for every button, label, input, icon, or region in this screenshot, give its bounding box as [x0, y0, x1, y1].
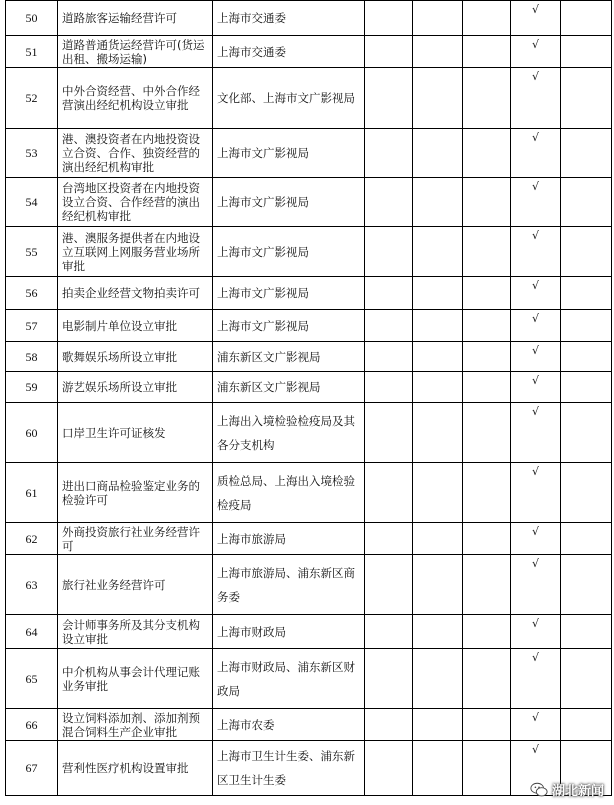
- empty-cell: [365, 277, 413, 310]
- empty-cell: [413, 277, 463, 310]
- empty-cell: [561, 372, 612, 403]
- empty-cell: [561, 36, 612, 68]
- permit-item: 中介机构从事会计代理记账业务审批: [58, 649, 213, 709]
- table-row: [6, 36, 612, 68]
- empty-cell: [561, 709, 612, 741]
- watermark: [530, 780, 604, 799]
- check-mark: √: [511, 372, 561, 403]
- empty-cell: [463, 277, 511, 310]
- row-number: 56: [6, 277, 58, 310]
- department: 上海出入境检验检疫局及其各分支机构: [213, 403, 365, 463]
- row-number: 65: [6, 649, 58, 709]
- row-number: 51: [6, 36, 58, 68]
- check-mark: √: [511, 36, 561, 68]
- table-row: [6, 227, 612, 277]
- watermark-text: 湖北新闻: [551, 784, 604, 799]
- check-mark: √: [511, 741, 561, 796]
- row-number: 55: [6, 227, 58, 277]
- row-number: 50: [6, 1, 58, 36]
- empty-cell: [463, 372, 511, 403]
- empty-cell: [463, 68, 511, 129]
- empty-cell: [413, 523, 463, 555]
- empty-cell: [561, 615, 612, 649]
- table-row: [6, 372, 612, 403]
- empty-cell: [413, 649, 463, 709]
- empty-cell: [561, 68, 612, 129]
- permit-item: 营利性医疗机构设置审批: [58, 741, 213, 796]
- empty-cell: [365, 523, 413, 555]
- permit-item: 旅行社业务经营许可: [58, 555, 213, 615]
- permit-item: 拍卖企业经营文物拍卖许可: [58, 277, 213, 310]
- department: 质检总局、上海出入境检验检疫局: [213, 463, 365, 523]
- permit-item: 会计师事务所及其分支机构设立审批: [58, 615, 213, 649]
- empty-cell: [561, 129, 612, 178]
- permit-item: 港、澳服务提供者在内地设立互联网上网服务营业场所审批: [58, 227, 213, 277]
- permit-item: 游艺娱乐场所设立审批: [58, 372, 213, 403]
- empty-cell: [365, 649, 413, 709]
- row-number: 59: [6, 372, 58, 403]
- empty-cell: [365, 178, 413, 227]
- empty-cell: [561, 1, 612, 36]
- empty-cell: [463, 310, 511, 342]
- empty-cell: [365, 227, 413, 277]
- department: 浦东新区文广影视局: [213, 372, 365, 403]
- empty-cell: [463, 649, 511, 709]
- permit-table: [5, 0, 612, 796]
- row-number: 58: [6, 342, 58, 372]
- department: 上海市交通委: [213, 36, 365, 68]
- empty-cell: [561, 523, 612, 555]
- empty-cell: [365, 1, 413, 36]
- department: 上海市文广影视局: [213, 310, 365, 342]
- table-row: [6, 277, 612, 310]
- row-number: 62: [6, 523, 58, 555]
- empty-cell: [463, 129, 511, 178]
- table-row: [6, 342, 612, 372]
- empty-cell: [413, 36, 463, 68]
- table-row: [6, 523, 612, 555]
- department: 上海市文广影视局: [213, 129, 365, 178]
- check-mark: √: [511, 227, 561, 277]
- empty-cell: [413, 709, 463, 741]
- permit-item: 道路旅客运输经营许可: [58, 1, 213, 36]
- department: 上海市旅游局、浦东新区商务委: [213, 555, 365, 615]
- permit-item: 道路普通货运经营许可(货运出租、搬场运输): [58, 36, 213, 68]
- row-number: 54: [6, 178, 58, 227]
- department: 上海市交通委: [213, 1, 365, 36]
- empty-cell: [365, 709, 413, 741]
- empty-cell: [561, 342, 612, 372]
- department: 上海市旅游局: [213, 523, 365, 555]
- table-row: [6, 709, 612, 741]
- empty-cell: [463, 178, 511, 227]
- table-row: [6, 741, 612, 796]
- permit-item: 口岸卫生许可证核发: [58, 403, 213, 463]
- empty-cell: [413, 555, 463, 615]
- empty-cell: [413, 615, 463, 649]
- department: 上海市财政局、浦东新区财政局: [213, 649, 365, 709]
- empty-cell: [413, 1, 463, 36]
- permit-item: 进出口商品检验鉴定业务的检验许可: [58, 463, 213, 523]
- department: 上海市文广影视局: [213, 178, 365, 227]
- check-mark: √: [511, 178, 561, 227]
- check-mark: √: [511, 403, 561, 463]
- check-mark: √: [511, 615, 561, 649]
- empty-cell: [561, 649, 612, 709]
- table-row: [6, 463, 612, 523]
- department: 上海市财政局: [213, 615, 365, 649]
- empty-cell: [463, 342, 511, 372]
- permit-item: 外商投资旅行社业务经营许可: [58, 523, 213, 555]
- empty-cell: [463, 523, 511, 555]
- empty-cell: [413, 178, 463, 227]
- check-mark: √: [511, 310, 561, 342]
- check-mark: √: [511, 555, 561, 615]
- row-number: 60: [6, 403, 58, 463]
- empty-cell: [463, 555, 511, 615]
- table-row: [6, 649, 612, 709]
- check-mark: √: [511, 649, 561, 709]
- row-number: 66: [6, 709, 58, 741]
- table-row: [6, 403, 612, 463]
- row-number: 53: [6, 129, 58, 178]
- empty-cell: [413, 372, 463, 403]
- empty-cell: [463, 403, 511, 463]
- table-row: [6, 1, 612, 36]
- empty-cell: [413, 227, 463, 277]
- empty-cell: [365, 129, 413, 178]
- check-mark: √: [511, 709, 561, 741]
- table-row: [6, 615, 612, 649]
- permit-item: 设立饲料添加剂、添加剂预混合饲料生产企业审批: [58, 709, 213, 741]
- table-row: [6, 178, 612, 227]
- empty-cell: [561, 403, 612, 463]
- department: 上海市农委: [213, 709, 365, 741]
- check-mark: √: [511, 129, 561, 178]
- check-mark: √: [511, 463, 561, 523]
- wechat-icon: [530, 781, 548, 799]
- row-number: 61: [6, 463, 58, 523]
- empty-cell: [463, 741, 511, 796]
- empty-cell: [365, 372, 413, 403]
- department: 上海市文广影视局: [213, 227, 365, 277]
- empty-cell: [561, 310, 612, 342]
- empty-cell: [463, 615, 511, 649]
- empty-cell: [365, 310, 413, 342]
- empty-cell: [463, 463, 511, 523]
- empty-cell: [413, 463, 463, 523]
- empty-cell: [561, 555, 612, 615]
- empty-cell: [365, 68, 413, 129]
- department: 上海市卫生计生委、浦东新区卫生计生委: [213, 741, 365, 796]
- empty-cell: [561, 227, 612, 277]
- empty-cell: [413, 310, 463, 342]
- empty-cell: [365, 741, 413, 796]
- permit-item: 歌舞娱乐场所设立审批: [58, 342, 213, 372]
- empty-cell: [463, 1, 511, 36]
- check-mark: √: [511, 342, 561, 372]
- row-number: 67: [6, 741, 58, 796]
- empty-cell: [365, 36, 413, 68]
- table-row: [6, 310, 612, 342]
- empty-cell: [413, 342, 463, 372]
- permit-item: 台湾地区投资者在内地投资设立合资、合作经营的演出经纪机构审批: [58, 178, 213, 227]
- check-mark: √: [511, 277, 561, 310]
- row-number: 64: [6, 615, 58, 649]
- empty-cell: [365, 403, 413, 463]
- department: 浦东新区文广影视局: [213, 342, 365, 372]
- empty-cell: [413, 68, 463, 129]
- empty-cell: [413, 403, 463, 463]
- row-number: 63: [6, 555, 58, 615]
- check-mark: √: [511, 68, 561, 129]
- empty-cell: [463, 709, 511, 741]
- check-mark: √: [511, 523, 561, 555]
- empty-cell: [561, 178, 612, 227]
- check-mark: √: [511, 1, 561, 36]
- empty-cell: [561, 277, 612, 310]
- permit-item: 电影制片单位设立审批: [58, 310, 213, 342]
- row-number: 57: [6, 310, 58, 342]
- table-row: [6, 68, 612, 129]
- row-number: 52: [6, 68, 58, 129]
- empty-cell: [365, 615, 413, 649]
- table-row: [6, 555, 612, 615]
- department: 文化部、上海市文广影视局: [213, 68, 365, 129]
- empty-cell: [463, 227, 511, 277]
- empty-cell: [413, 129, 463, 178]
- empty-cell: [463, 36, 511, 68]
- permit-item: 港、澳投资者在内地投资设立合资、合作、独资经营的演出经纪机构审批: [58, 129, 213, 178]
- permit-item: 中外合资经营、中外合作经营演出经纪机构设立审批: [58, 68, 213, 129]
- empty-cell: [365, 342, 413, 372]
- table-row: [6, 129, 612, 178]
- empty-cell: [413, 741, 463, 796]
- department: 上海市文广影视局: [213, 277, 365, 310]
- empty-cell: [561, 463, 612, 523]
- empty-cell: [365, 463, 413, 523]
- empty-cell: [365, 555, 413, 615]
